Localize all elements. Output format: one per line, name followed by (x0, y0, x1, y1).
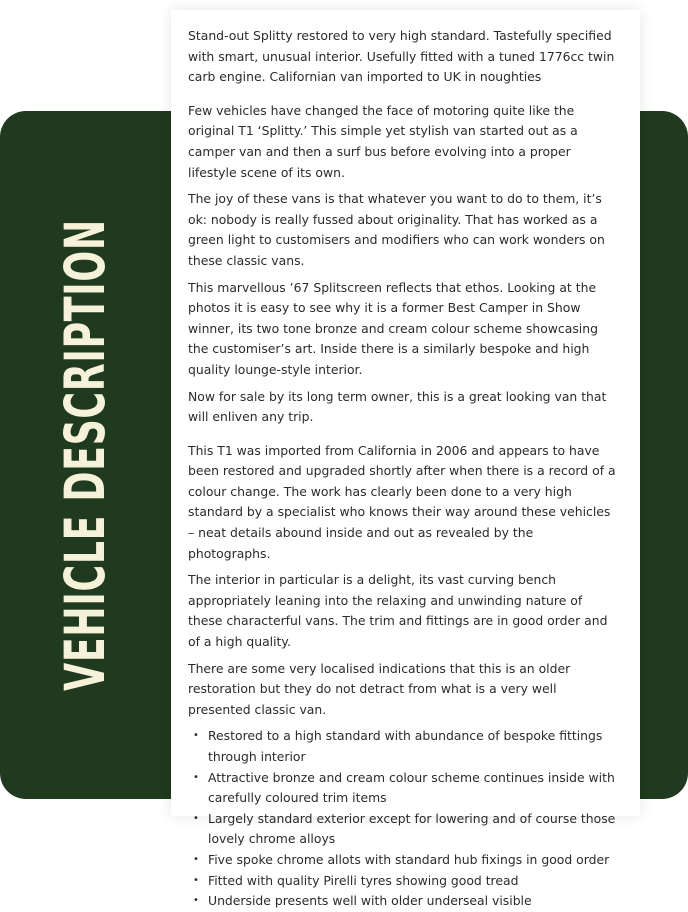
description-card (171, 10, 640, 909)
feature-list-item: • Underside presents well with older underseal visible (208, 891, 618, 912)
section-title: VEHICLE DESCRIPTION (53, 219, 117, 691)
description-content (171, 10, 640, 912)
feature-list-item: • Largely standard exterior except for lowering and of course those lovely chrome alloys (208, 809, 618, 850)
description-paragraph: The interior in particular is a delight, its vast curving bench appropriately leaning into the relaxing and unwinding nature of these characterful vans. The trim and fittings are in good order and of a high quality. (188, 572, 608, 650)
feature-list-item: • Attractive bronze and cream colour scheme continues inside with carefully coloured trim items (208, 768, 618, 809)
description-paragraph: This marvellous ’67 Splitscreen reflects that ethos. Looking at the photos it is easy to see why it is a former Best Camper in Show winner, its two tone bronze and cream colour scheme showcasing the customiser’s art. Inside there is a similarly bespoke and high quality lounge-style interior. (188, 279, 598, 377)
summary-paragraph: Stand-out Splitty restored to very high standard. Tastefully specified with smart, unusual interior. Usefully fitted with a tuned 1776cc twin carb engine. Californian van imported to UK in noughties (188, 28, 615, 85)
feature-list-item: • Fitted with quality Pirelli tyres showing good tread (208, 871, 618, 892)
description-paragraph: The joy of these vans is that whatever you want to do to them, it’s ok: nobody is really fussed about originality. That has worked as a green light to customisers and modifiers who can work wonders on these classic vans. (188, 191, 605, 268)
description-paragraph: Now for sale by its long term owner, this is a great looking van that will enliven any trip. (188, 388, 607, 425)
description-paragraph: There are some very localised indications that this is an older restoration but they do not detract from what is a very well presented classic van. (188, 660, 571, 717)
description-paragraph: This T1 was imported from California in 2006 and appears to have been restored and upgraded shortly after when there is a record of a colour change. The work has clearly been done to a very high standard by a specialist who knows their way around these vehicles – neat details abound inside and out as revealed by the photographs. (188, 442, 616, 561)
description-paragraph: Few vehicles have changed the face of motoring quite like the original T1 ‘Splitty.’ This simple yet stylish van started out as a camper van and then a surf bus before evolving into a proper lifestyle scene of its own. (188, 102, 578, 180)
feature-list-item: • Restored to a high standard with abundance of bespoke fittings through interior (208, 726, 618, 767)
feature-list (188, 726, 618, 911)
feature-list-item: • Five spoke chrome allots with standard hub fixings in good order (208, 850, 618, 871)
